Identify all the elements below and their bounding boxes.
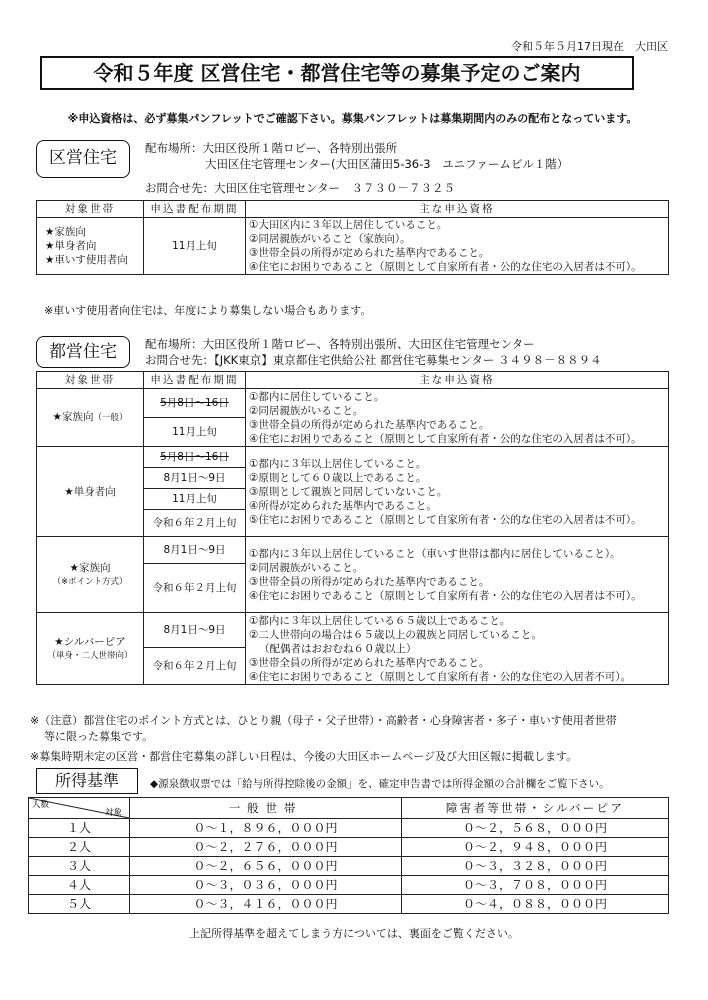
ku-table: [36, 200, 669, 275]
to-target-family-sub: （一般）: [93, 413, 128, 423]
to-qual-item: ③世帯全員の所得が定められた基準内であること。: [249, 656, 490, 669]
to-qual-item: ①都内に居住していること。: [249, 390, 385, 403]
to-target-silver-sub: （単身・二人世帯向）: [47, 650, 133, 661]
ku-qual-item: ③世帯全員の所得が定められた基準内であること。: [249, 247, 490, 259]
income-people: ３人: [29, 857, 130, 876]
to-qual-item: ①都内に３年以上居住していること。: [249, 457, 427, 470]
income-general: ０～１，８９６，０００円: [130, 819, 402, 838]
to-single-quals: [246, 447, 669, 537]
corner-people-label: 人数: [32, 800, 50, 810]
to-target-point: [37, 537, 144, 613]
income-general: ０～３，０３６，０００円: [130, 876, 402, 895]
ku-qual-item: ①大田区内に３年以上居住していること。: [249, 219, 448, 231]
to-family-quals: [246, 389, 669, 447]
to-single-period-2: 8月1日～9日: [144, 468, 246, 489]
to-qual-item: ④住宅にお困りであること（原則として自家所有者・公的な住宅の入居者不可）。: [249, 670, 632, 683]
to-qual-item: ①都内に３年以上居住していること（車いす世帯は都内に居住していること）。: [249, 547, 621, 560]
ku-qual-item: ②同居親族がいること（家族向）。: [249, 233, 411, 245]
to-qual-item: ③世帯全員の所得が定められた基準内であること。: [249, 575, 490, 588]
footer-note: 上記所得基準を超えてしまう方については、裏面をご覧ください。: [189, 927, 519, 940]
to-single-period-4: 令和６年２月上旬: [144, 510, 246, 537]
issue-date: 令和５年５月17日現在 大田区: [511, 40, 668, 53]
to-qual-item: ①都内に３年以上居住している６５歳以上であること。: [249, 614, 511, 627]
income-general: ０～３，４１６，０００円: [130, 895, 402, 914]
to-point-period-1: 8月1日～9日: [144, 537, 246, 564]
income-general: ０～２，６５６，０００円: [130, 857, 402, 876]
income-special: ０～３，７０８，０００円: [402, 876, 669, 895]
corner-target-label: 対象: [105, 808, 123, 818]
to-note-point-line-2: 等に限った募集です。: [44, 730, 154, 743]
to-point-quals: [246, 537, 669, 613]
to-single-period-1: 5月8日～16日: [144, 447, 246, 468]
to-target-point-sub: （※ポイント方式）: [52, 576, 128, 587]
to-distribution: 配布場所：大田区役所１階ロビー、各特別出張所、大田区住宅管理センター: [145, 337, 535, 351]
ku-target-single: ★単身者向: [45, 240, 97, 252]
to-silver-period-1: 8月1日～9日: [144, 613, 246, 648]
to-family-period-1: 5月8日～16日: [144, 389, 246, 418]
ku-section-label: 区営住宅: [36, 140, 130, 178]
income-header-special: 障害者等世帯・シルバーピア: [402, 798, 669, 819]
ku-target-wheelchair: ★車いす使用者向: [45, 254, 128, 266]
to-single-period-3: 11月上旬: [144, 489, 246, 510]
income-special: ０～２，９４８，０００円: [402, 838, 669, 857]
to-qual-item: ④住宅にお困りであること（原則として自家所有者・公的な住宅の入居者は不可）。: [249, 432, 642, 445]
income-special: ０～３，３２８，０００円: [402, 857, 669, 876]
to-qual-item: ②同居親族がいること。: [249, 404, 364, 417]
to-header-target: 対象世帯: [37, 372, 144, 389]
ku-qual-item: ④住宅にお困りであること（原則として自家所有者・公的な住宅の入居者は不可）。: [249, 261, 642, 273]
page-title: 令和５年度 区営住宅・都営住宅等の募集予定のご案内: [40, 56, 634, 90]
ku-quals: [246, 218, 669, 275]
to-qual-item: ④所得が定められた基準内であること。: [249, 499, 437, 512]
to-qual-item: ⑤住宅にお困りであること（原則として自家所有者・公的な住宅の入居者は不可）。: [249, 513, 642, 526]
ku-distribution-2: 大田区住宅管理センター(大田区蒲田5-36-3 ユニファームビル１階）: [205, 157, 569, 171]
income-people: ２人: [29, 838, 130, 857]
ku-distribution-1: 配布場所：大田区役所１階ロビー、各特別出張所: [145, 141, 398, 155]
table-row: [29, 819, 669, 838]
income-note: ◆源泉徴収票では「給与所得控除後の金額」を、確定申告書では所得金額の合計欄をご覧下さい。: [150, 778, 610, 790]
to-qual-item: ②原則として６０歳以上であること。: [249, 471, 427, 484]
ku-header-qual: 主な申込資格: [246, 201, 669, 218]
income-people: ４人: [29, 876, 130, 895]
income-corner-cell: [29, 798, 130, 819]
ku-targets: [37, 218, 144, 275]
to-silver-period-2: 令和６年２月上旬: [144, 648, 246, 685]
to-qual-item: ③世帯全員の所得が定められた基準内であること。: [249, 418, 490, 431]
to-qual-item: ②二人世帯向の場合は６５歳以上の親族と同居していること。: [249, 628, 542, 641]
to-family-period-2: 11月上旬: [144, 418, 246, 447]
to-point-period-2: 令和６年２月上旬: [144, 564, 246, 613]
to-table: [36, 371, 669, 685]
income-people: １人: [29, 819, 130, 838]
notice-text: ※申込資格は、必ず募集パンフレットでご確認下さい。募集パンフレットは募集期間内のみの配布となっています。: [67, 112, 638, 125]
to-header-period: 申込書配布期間: [144, 372, 246, 389]
ku-target-family: ★家族向: [45, 226, 86, 238]
corner-diagonal: [29, 798, 129, 818]
to-section-label: 都営住宅: [36, 336, 130, 368]
to-target-family-label: ★家族向: [52, 411, 94, 423]
ku-header-target: 対象世帯: [37, 201, 144, 218]
to-note-point-line-1: ※（注意）都営住宅のポイント方式とは、ひとり親（母子・父子世帯）・高齢者・心身障害者・多子・車いす使用者世帯: [30, 714, 617, 727]
to-note-schedule: ※募集時期未定の区営・都営住宅募集の詳しい日程は、今後の大田区ホームページ及び大田区報に掲載します。: [30, 750, 578, 763]
income-special: ０～４，０８８，０００円: [402, 895, 669, 914]
ku-note: ※車いす使用者向住宅は、年度により募集しない場合もあります。: [44, 304, 372, 317]
to-target-family: [37, 389, 144, 447]
to-qual-item: ③原則として親族と同居していないこと。: [249, 485, 448, 498]
table-row: [29, 876, 669, 895]
to-target-single: ★単身者向: [37, 447, 144, 537]
to-target-silver-label: ★シルバーピア: [54, 635, 126, 648]
income-header-general: 一般世帯: [130, 798, 402, 819]
income-people: ５人: [29, 895, 130, 914]
to-qual-item: （配偶者はおおむね６０歳以上）: [259, 642, 417, 655]
table-row: [29, 838, 669, 857]
ku-contact: お問合せ先：大田区住宅管理センター ３７３０－７３２５: [145, 181, 456, 195]
to-note-point: [30, 713, 680, 745]
table-row: [29, 857, 669, 876]
to-target-silver: [37, 613, 144, 685]
income-general: ０～２，２７６，０００円: [130, 838, 402, 857]
to-qual-item: ④住宅にお困りであること（原則として自家所有者・公的な住宅の入居者は不可）。: [249, 589, 642, 602]
income-table: [28, 797, 669, 914]
to-contact: お問合せ先：【JKK東京】東京都住宅供給公社 都営住宅募集センター ３４９８－８８９４: [145, 353, 602, 367]
income-special: ０～２，５６８，０００円: [402, 819, 669, 838]
table-row: [29, 895, 669, 914]
income-section-label: 所得基準: [36, 768, 138, 794]
ku-header-period: 申込書配布期間: [144, 201, 246, 218]
to-target-point-label: ★家族向: [69, 561, 111, 574]
ku-period: 11月上旬: [144, 218, 246, 275]
to-header-qual: 主な申込資格: [246, 372, 669, 389]
to-silver-quals: [246, 613, 669, 685]
to-qual-item: ②同居親族がいること。: [249, 561, 364, 574]
